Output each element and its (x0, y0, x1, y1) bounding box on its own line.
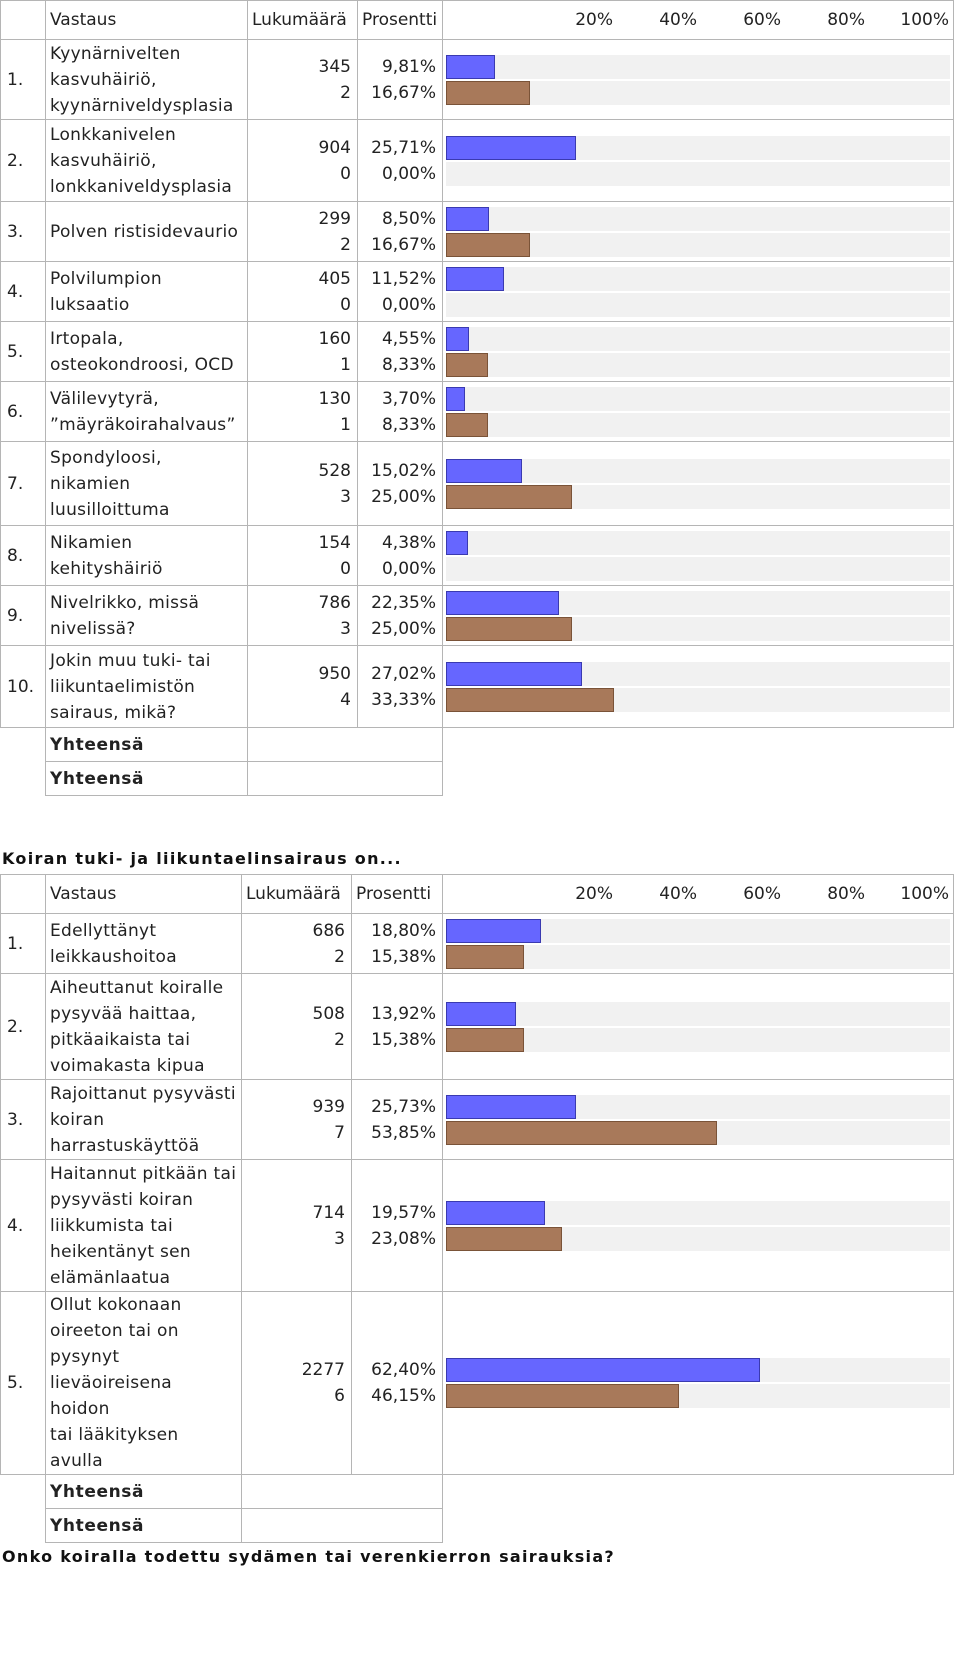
percent-cell (358, 262, 443, 322)
answer-label-line: Välilevytyrä, (50, 388, 159, 409)
bar-cell (443, 586, 954, 646)
table-row (1, 202, 954, 262)
table-row (1, 442, 954, 526)
bar-fill-series-a (446, 591, 559, 615)
answer-label-line: Edellyttänyt (50, 920, 157, 941)
totals-blank (248, 728, 443, 762)
percent-value: 15,02% (371, 460, 436, 481)
answer-label (46, 974, 242, 1080)
count-value: 2 (334, 946, 345, 967)
answer-label-line: kasvuhäiriö, (50, 69, 157, 90)
answer-label-line: pitkäaikaista tai (50, 1029, 191, 1050)
bar-fill-series-a (446, 662, 582, 686)
bar-track (446, 591, 950, 615)
answer-label-line: sairaus, mikä? (50, 702, 177, 723)
percent-cell (358, 40, 443, 120)
answer-label-line: elämänlaatua (50, 1267, 171, 1288)
bar-track (446, 1121, 950, 1145)
totals-label: Yhteensä (46, 1475, 242, 1509)
count-cell (242, 1080, 352, 1160)
bar-fill-series-a (446, 1358, 760, 1382)
percent-value: 0,00% (381, 163, 436, 184)
answer-label (46, 586, 248, 646)
percent-value: 3,70% (381, 388, 436, 409)
count-cell (242, 974, 352, 1080)
bar-track (446, 1028, 950, 1052)
answer-label-line: Jokin muu tuki- tai (50, 650, 211, 671)
bar-track (446, 919, 950, 943)
bar-cell (443, 262, 954, 322)
answer-label-line: Irtopala, (50, 328, 124, 349)
answer-label (46, 1080, 242, 1160)
percent-value: 25,71% (371, 137, 436, 158)
bar-cell (443, 1292, 954, 1475)
bar-fill-series-b (446, 688, 614, 712)
bar-track (446, 1358, 950, 1382)
percent-value: 9,81% (381, 56, 436, 77)
count-value: 2 (340, 234, 351, 255)
header-prosentti: Prosentti (352, 875, 443, 914)
count-value: 3 (340, 618, 351, 639)
answer-label (46, 40, 248, 120)
totals-blank (242, 1509, 443, 1543)
scale-label: 80% (827, 10, 865, 30)
table-row (1, 526, 954, 586)
bar-fill-series-b (446, 945, 524, 969)
percent-cell (352, 914, 443, 974)
row-number: 3. (1, 1080, 46, 1160)
answer-label-line: tai lääkityksen avulla (50, 1425, 179, 1471)
bar-fill-series-b (446, 81, 530, 105)
answer-label-line: nikamien (50, 473, 131, 494)
bar-track (446, 1227, 950, 1251)
answer-label (46, 322, 248, 382)
row-number: 2. (1, 974, 46, 1080)
answer-label-line: luksaatio (50, 294, 130, 315)
bar-fill-series-b (446, 1121, 717, 1145)
row-number: 3. (1, 202, 46, 262)
bar-fill-series-a (446, 1095, 576, 1119)
bar-cell (443, 442, 954, 526)
header-spacer (1, 875, 46, 914)
scale-label: 60% (743, 884, 781, 904)
table-row (1, 120, 954, 202)
percent-value: 25,00% (371, 618, 436, 639)
answer-label-line: pysyvää haittaa, (50, 1003, 197, 1024)
answer-label (46, 646, 248, 728)
bar-track (446, 81, 950, 105)
bar-fill-series-b (446, 1227, 562, 1251)
table-row (1, 40, 954, 120)
count-value: 3 (334, 1228, 345, 1249)
count-cell (248, 262, 358, 322)
header-scale (443, 875, 954, 914)
count-value: 2 (340, 82, 351, 103)
header-scale (443, 1, 954, 40)
answer-label-line: ”mäyräkoirahalvaus” (50, 414, 236, 435)
percent-value: 46,15% (371, 1386, 436, 1406)
count-value: 3 (340, 486, 351, 507)
results-table-2 (0, 874, 954, 1543)
count-cell (248, 586, 358, 646)
bar-track (446, 353, 950, 377)
bar-track (446, 1201, 950, 1225)
count-value: 528 (318, 460, 351, 481)
count-cell (248, 646, 358, 728)
section-heading-2: Koiran tuki- ja liikuntaelinsairaus on... (2, 849, 402, 868)
answer-label-line: kyynärniveldysplasia (50, 95, 234, 116)
answer-label-line: Nikamien (50, 532, 133, 553)
bar-fill-series-a (446, 327, 469, 351)
scale-label: 60% (743, 10, 781, 30)
answer-label-line: Haitannut pitkään tai (50, 1163, 237, 1184)
count-value: 160 (318, 328, 351, 349)
answer-label-line: lonkkaniveldysplasia (50, 176, 233, 197)
row-number: 8. (1, 526, 46, 586)
percent-cell (352, 974, 443, 1080)
row-number: 5. (1, 1292, 46, 1475)
results-table-1 (0, 0, 954, 796)
bar-track (446, 945, 950, 969)
header-vastaus: Vastaus (46, 875, 242, 914)
percent-cell (358, 202, 443, 262)
row-number: 6. (1, 382, 46, 442)
bar-track (446, 1384, 950, 1408)
answer-label (46, 914, 242, 974)
count-value: 1 (340, 414, 351, 435)
answer-label (46, 262, 248, 322)
percent-value: 18,80% (371, 920, 436, 941)
count-value: 950 (318, 663, 351, 684)
table-header-row (1, 1, 954, 40)
bar-track (446, 557, 950, 581)
row-number: 4. (1, 262, 46, 322)
percent-value: 8,33% (381, 354, 436, 375)
bar-track (446, 327, 950, 351)
bar-track (446, 387, 950, 411)
answer-label-line: Lonkkanivelen (50, 124, 177, 145)
row-number: 7. (1, 442, 46, 526)
bar-fill-series-b (446, 1028, 524, 1052)
table-row (1, 1292, 954, 1475)
bar-fill-series-a (446, 531, 468, 555)
scale-label: 40% (659, 10, 697, 30)
table-row (1, 974, 954, 1080)
bar-track (446, 55, 950, 79)
totals-blank (248, 762, 443, 796)
answer-label-line: Polven ristisidevaurio (50, 221, 239, 242)
header-spacer (1, 1, 46, 40)
percent-cell (358, 120, 443, 202)
percent-value: 8,50% (381, 208, 436, 229)
bar-fill-series-a (446, 207, 489, 231)
percent-value: 4,38% (381, 532, 436, 553)
percent-cell (358, 526, 443, 586)
count-cell (248, 382, 358, 442)
count-value: 6 (334, 1386, 345, 1406)
percent-value: 25,73% (371, 1096, 436, 1117)
percent-value: 8,33% (381, 414, 436, 435)
section-heading-3: Onko koiralla todettu sydämen tai verenkierron sairauksia? (2, 1547, 616, 1566)
bar-fill-series-a (446, 267, 504, 291)
percent-cell (358, 382, 443, 442)
count-value: 508 (312, 1003, 345, 1024)
percent-value: 16,67% (371, 82, 436, 103)
table-row (1, 646, 954, 728)
row-number: 2. (1, 120, 46, 202)
answer-label-line: voimakasta kipua (50, 1055, 205, 1076)
bar-track (446, 485, 950, 509)
count-value: 7 (334, 1122, 345, 1143)
answer-label-line: leikkaushoitoa (50, 946, 177, 967)
count-cell (242, 1160, 352, 1292)
totals-row (1, 1475, 954, 1509)
answer-label-line: pysyvästi koiran (50, 1189, 194, 1210)
percent-value: 0,00% (381, 294, 436, 315)
count-value: 939 (312, 1096, 345, 1117)
answer-label-line: Polvilumpion (50, 268, 162, 289)
bar-fill-series-b (446, 233, 530, 257)
bar-fill-series-b (446, 1384, 679, 1408)
percent-value: 53,85% (371, 1122, 436, 1143)
answer-label-line: Spondyloosi, (50, 447, 162, 468)
bar-fill-series-a (446, 919, 541, 943)
header-prosentti: Prosentti (358, 1, 443, 40)
bar-cell (443, 382, 954, 442)
percent-cell (352, 1160, 443, 1292)
count-cell (242, 914, 352, 974)
count-value: 2 (334, 1029, 345, 1050)
percent-value: 33,33% (371, 689, 436, 710)
answer-label-line: Nivelrikko, missä (50, 592, 200, 613)
count-value: 0 (340, 163, 351, 184)
percent-value: 16,67% (371, 234, 436, 255)
bar-cell (443, 1080, 954, 1160)
count-value: 904 (318, 137, 351, 158)
table-row (1, 1160, 954, 1292)
count-cell (248, 442, 358, 526)
count-value: 4 (340, 689, 351, 710)
count-value: 345 (318, 56, 351, 77)
totals-label: Yhteensä (46, 1509, 242, 1543)
scale-labels (447, 10, 949, 30)
bar-cell (443, 202, 954, 262)
bar-fill-series-b (446, 413, 488, 437)
bar-fill-series-b (446, 617, 572, 641)
answer-label-line: nivelissä? (50, 618, 136, 639)
answer-label-line: liikuntaelimistön (50, 676, 196, 697)
answer-label (46, 526, 248, 586)
bar-fill-series-a (446, 55, 495, 79)
answer-label-line: koiran (50, 1109, 105, 1130)
scale-label: 20% (575, 10, 613, 30)
bar-track (446, 459, 950, 483)
totals-label: Yhteensä (46, 728, 248, 762)
answer-label-line: lieväoireisena hoidon (50, 1373, 173, 1419)
totals-row (1, 762, 954, 796)
bar-cell (443, 914, 954, 974)
bar-cell (443, 322, 954, 382)
count-value: 1 (340, 354, 351, 375)
bar-track (446, 267, 950, 291)
scale-label: 100% (900, 10, 949, 30)
answer-label-line: Rajoittanut pysyvästi (50, 1083, 236, 1104)
count-cell (242, 1292, 352, 1475)
percent-value: 4,55% (381, 328, 436, 349)
percent-value: 22,35% (371, 592, 436, 613)
count-cell (248, 526, 358, 586)
row-number: 1. (1, 40, 46, 120)
bar-track (446, 162, 950, 186)
count-value: 0 (340, 558, 351, 579)
bar-track (446, 688, 950, 712)
totals-row (1, 728, 954, 762)
bar-track (446, 1095, 950, 1119)
answer-label (46, 442, 248, 526)
percent-value: 13,92% (371, 1003, 436, 1024)
table-row (1, 914, 954, 974)
percent-value: 19,57% (371, 1202, 436, 1223)
table-header-row (1, 875, 954, 914)
count-cell (248, 202, 358, 262)
bar-cell (443, 40, 954, 120)
table-row (1, 382, 954, 442)
bar-cell (443, 974, 954, 1080)
percent-value: 15,38% (371, 1029, 436, 1050)
header-vastaus: Vastaus (46, 1, 248, 40)
bar-track (446, 617, 950, 641)
bar-fill-series-a (446, 1002, 516, 1026)
answer-label-line: pysynyt (50, 1347, 120, 1367)
bar-cell (443, 526, 954, 586)
bar-track (446, 662, 950, 686)
count-value: 2277 (301, 1360, 345, 1380)
answer-label-line: Kyynärnivelten (50, 43, 181, 64)
count-value: 0 (340, 294, 351, 315)
answer-label (46, 1292, 242, 1475)
count-value: 299 (318, 208, 351, 229)
table-row (1, 586, 954, 646)
row-number: 5. (1, 322, 46, 382)
answer-label-line: osteokondroosi, OCD (50, 354, 234, 375)
totals-label: Yhteensä (46, 762, 248, 796)
table-row (1, 322, 954, 382)
bar-fill-series-a (446, 387, 465, 411)
percent-value: 0,00% (381, 558, 436, 579)
answer-label-line: luusilloittuma (50, 499, 170, 520)
totals-row (1, 1509, 954, 1543)
answer-label-line: kasvuhäiriö, (50, 150, 157, 171)
bar-track (446, 1002, 950, 1026)
scale-label: 20% (575, 884, 613, 904)
count-value: 405 (318, 268, 351, 289)
percent-value: 11,52% (371, 268, 436, 289)
percent-value: 25,00% (371, 486, 436, 507)
count-value: 130 (318, 388, 351, 409)
bar-track (446, 207, 950, 231)
percent-cell (358, 322, 443, 382)
bar-track (446, 531, 950, 555)
header-lukumaara: Lukumäärä (248, 1, 358, 40)
bar-track (446, 136, 950, 160)
bar-track (446, 413, 950, 437)
answer-label (46, 1160, 242, 1292)
bar-cell (443, 1160, 954, 1292)
header-lukumaara: Lukumäärä (242, 875, 352, 914)
percent-cell (352, 1080, 443, 1160)
table-row (1, 262, 954, 322)
percent-value: 15,38% (371, 946, 436, 967)
table-row (1, 1080, 954, 1160)
answer-label-line: heikentänyt sen (50, 1241, 192, 1262)
answer-label-line: liikkumista tai (50, 1215, 174, 1236)
answer-label-line: kehityshäiriö (50, 558, 163, 579)
percent-value: 23,08% (371, 1228, 436, 1249)
percent-value: 27,02% (371, 663, 436, 684)
count-value: 786 (318, 592, 351, 613)
bar-fill-series-b (446, 485, 572, 509)
scale-label: 80% (827, 884, 865, 904)
count-cell (248, 40, 358, 120)
row-number: 9. (1, 586, 46, 646)
percent-cell (358, 646, 443, 728)
count-cell (248, 120, 358, 202)
answer-label-line: Ollut kokonaan (50, 1295, 182, 1315)
row-number: 1. (1, 914, 46, 974)
answer-label (46, 120, 248, 202)
bar-track (446, 293, 950, 317)
scale-label: 40% (659, 884, 697, 904)
percent-cell (352, 1292, 443, 1475)
count-value: 714 (312, 1202, 345, 1223)
count-value: 154 (318, 532, 351, 553)
totals-blank (242, 1475, 443, 1509)
answer-label-line: harrastuskäyttöä (50, 1135, 200, 1156)
answer-label-line: oireeton tai on (50, 1321, 179, 1341)
scale-label: 100% (900, 884, 949, 904)
bar-fill-series-b (446, 353, 488, 377)
count-cell (248, 322, 358, 382)
bar-fill-series-a (446, 459, 522, 483)
percent-cell (358, 586, 443, 646)
answer-label-line: Aiheuttanut koiralle (50, 977, 224, 998)
bar-cell (443, 120, 954, 202)
row-number: 4. (1, 1160, 46, 1292)
percent-value: 62,40% (371, 1360, 436, 1380)
bar-fill-series-a (446, 136, 576, 160)
scale-labels (447, 884, 949, 904)
bar-cell (443, 646, 954, 728)
row-number: 10. (1, 646, 46, 728)
percent-cell (358, 442, 443, 526)
bar-fill-series-a (446, 1201, 545, 1225)
answer-label (46, 382, 248, 442)
bar-track (446, 233, 950, 257)
count-value: 686 (312, 920, 345, 941)
answer-label (46, 202, 248, 262)
